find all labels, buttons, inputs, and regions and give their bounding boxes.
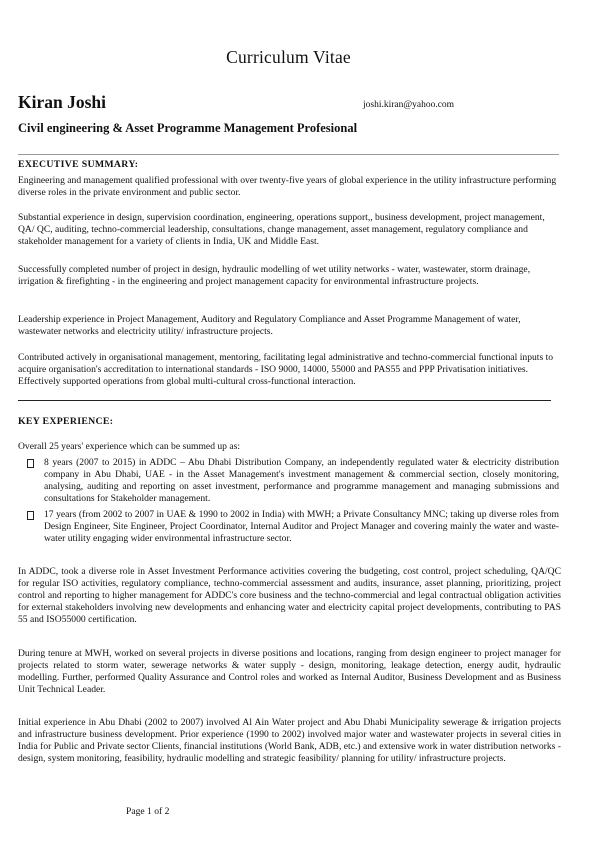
bullet-text: 17 years (from 2002 to 2007 in UAE & 1990 to 2002 in India) with MWH; a Private Consultancy MNC; taking up diverse roles from Design Engineer, Site Engineer, Project Coordinator, Internal Auditor and Project Manager and covering mainly the water and waste-water utility engaging wider environmental infrastructure sector. (44, 509, 559, 544)
summary-paragraph: Successfully completed number of project in design, hydraulic modelling of wet utility networks - water, wastewater, storm drainage, irrigation & firefighting - in the engineering and project management capacity for environmental infrastructure projects. (18, 264, 531, 287)
square-bullet-icon (27, 511, 34, 520)
document-title: Curriculum Vitae (226, 47, 351, 67)
summary-paragraph: Contributed actively in organisational management, mentoring, facilitating legal administrative and techno-commercial functional inputs to acquire organisation's accreditation to international standards - ISO 9000, 14000, 55000 and PAS55 and PPP Privatisation initiatives. Effectively supported operations from global multi-cultural cross-functional interaction. (18, 352, 554, 387)
key-experience-heading: KEY EXPERIENCE: (18, 416, 114, 427)
experience-paragraph: In ADDC, took a diverse role in Asset Investment Performance activities covering the budgeting, cost control, project scheduling, QA/QC for regular ISO activities, regulatory compliance, techno-commercial assessment and audits, insurance, asset planning, prioritizing, project control and reporting to higher management for ADDC's core business and the techno-commercial and legal contractual obligation activities for external stakeholders involving new developments and enhancing water and electricity capital project developments, contributing to PAS 55 and ISO55000 certification. (18, 566, 561, 625)
section-divider (18, 400, 551, 401)
candidate-name: Kiran Joshi (18, 92, 107, 112)
executive-summary-heading: EXECUTIVE SUMMARY: (18, 159, 139, 170)
summary-paragraph: Engineering and management qualified professional with over twenty-five years of global experience in the utility infrastructure performing diverse roles in the private environment and public sector. (18, 175, 557, 198)
candidate-email: joshi.kiran@yahoo.com (363, 100, 455, 110)
square-bullet-icon (27, 459, 34, 468)
experience-paragraph: During tenure at MWH, worked on several projects in diverse positions and locations, ranging from design engineer to project manager for projects related to storm water, sewerage networks & water supply - design, monitoring, leakage detection, energy audit, hydraulic modelling. Further, performed Quality Assurance and Control roles and worked as Internal Auditor, Business Development and as Business Unit Technical Leader. (18, 648, 561, 695)
experience-paragraph: Initial experience in Abu Dhabi (2002 to 2007) involved Al Ain Water project and Abu Dhabi Municipality sewerage & irrigation projects and infrastructure business development. Prior experience (1990 to 2002) involved major water and wastewater projects in several cities in India for Public and Private sector Clients, financial institutions (World Bank, ADB, etc.) and extensive work in water distribution networks - design, system monitoring, feasibility, hydraulic modelling and strategic feasibility/ planning for utility/ infrastructure projects. (18, 717, 561, 764)
summary-paragraph: Leadership experience in Project Management, Auditory and Regulatory Compliance and Asset Programme Management of water, wastewater networks and electricity utility/ infrastructure projects. (18, 314, 521, 337)
professional-title: Civil engineering & Asset Programme Management Profesional (18, 121, 358, 135)
summary-paragraph: Substantial experience in design, supervision coordination, engineering, operations support,, business development, project management, QA/ QC, auditing, techno-commercial leadership, consultations, change management, asset management, regulatory compliance and stakeholder management for a variety of clients in India, UK and Middle East. (18, 212, 545, 247)
bullet-text: 8 years (2007 to 2015) in ADDC – Abu Dhabi Distribution Company, an independently regulated water & electricity distribution company in Abu Dhabi, UAE - in the Asset Management's investment management & commercial section, closely monitoring, analysing, auditing and reporting on asset investment, performance and programme management and managing submissions and consultations for Stakeholder management. (44, 457, 559, 504)
header-divider (18, 154, 559, 155)
experience-intro: Overall 25 years' experience which can be summed up as: (18, 441, 241, 452)
page-number: Page 1 of 2 (126, 806, 170, 817)
